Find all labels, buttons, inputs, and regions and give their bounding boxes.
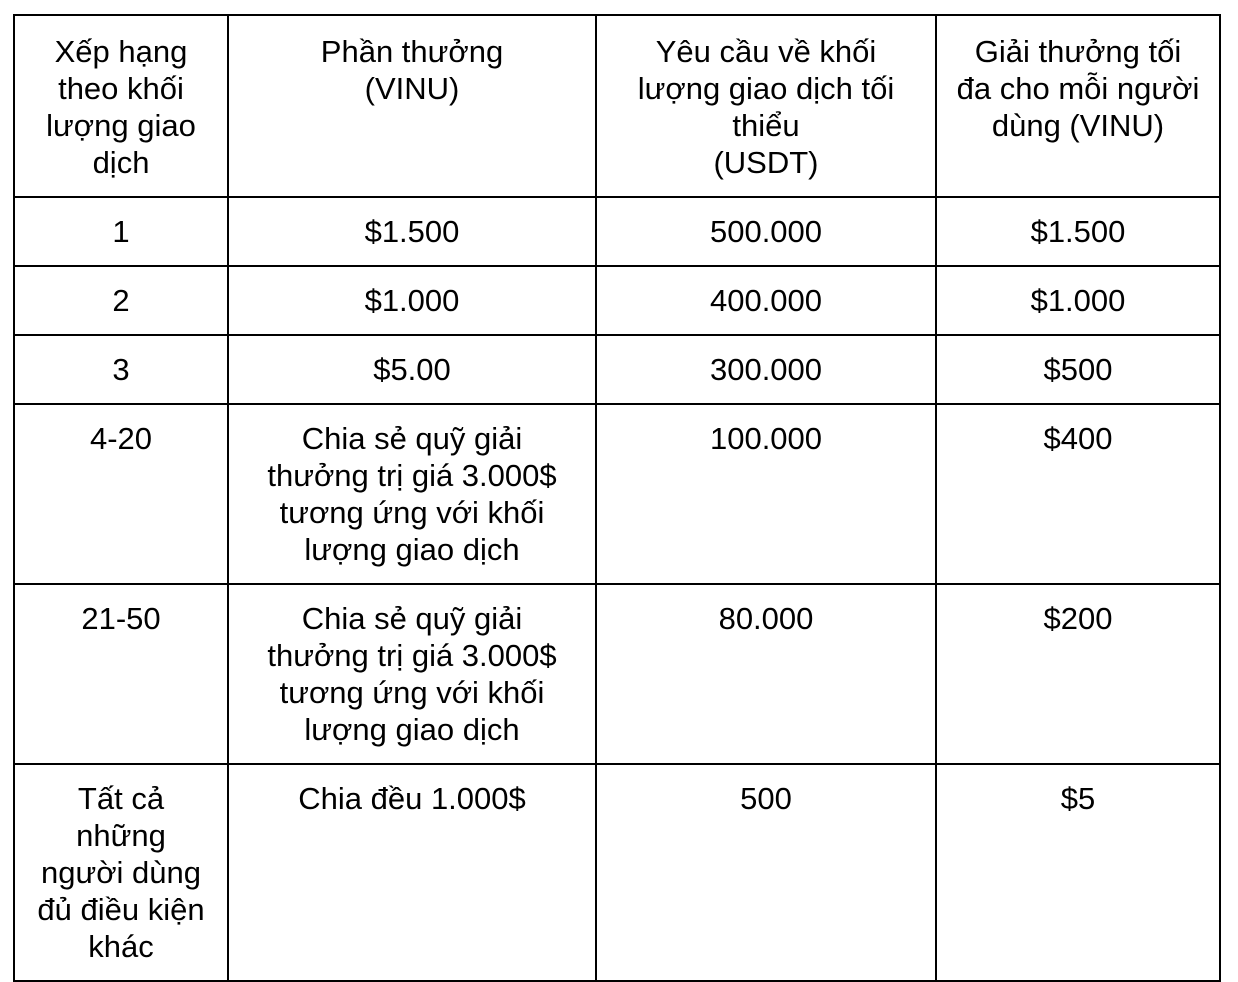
cell-rank: 2 [14, 266, 228, 335]
cell-reward: $5.00 [228, 335, 596, 404]
table-row [14, 197, 1220, 266]
cell-rank: 1 [14, 197, 228, 266]
cell-max-prize: $200 [936, 584, 1220, 764]
cell-max-prize: $1.000 [936, 266, 1220, 335]
cell-min-volume: 100.000 [596, 404, 936, 584]
cell-min-volume: 300.000 [596, 335, 936, 404]
cell-rank: 21-50 [14, 584, 228, 764]
table-row [14, 335, 1220, 404]
cell-reward: $1.500 [228, 197, 596, 266]
cell-min-volume: 80.000 [596, 584, 936, 764]
table-row [14, 584, 1220, 764]
cell-rank: Tất cả những người dùng đủ điều kiện khác [14, 764, 228, 981]
cell-reward: $1.000 [228, 266, 596, 335]
cell-reward: Chia sẻ quỹ giải thưởng trị giá 3.000$ tương ứng với khối lượng giao dịch [228, 584, 596, 764]
cell-max-prize: $400 [936, 404, 1220, 584]
cell-min-volume: 400.000 [596, 266, 936, 335]
cell-min-volume: 500 [596, 764, 936, 981]
cell-max-prize: $1.500 [936, 197, 1220, 266]
rewards-table [13, 14, 1221, 982]
cell-rank: 4-20 [14, 404, 228, 584]
table-row [14, 404, 1220, 584]
cell-max-prize: $5 [936, 764, 1220, 981]
header-min-volume: Yêu cầu về khối lượng giao dịch tối thiểu (USDT) [596, 15, 936, 197]
cell-min-volume: 500.000 [596, 197, 936, 266]
header-reward: Phần thưởng (VINU) [228, 15, 596, 197]
table-row [14, 266, 1220, 335]
cell-max-prize: $500 [936, 335, 1220, 404]
cell-reward: Chia đều 1.000$ [228, 764, 596, 981]
table-body [14, 197, 1220, 981]
header-row [14, 15, 1220, 197]
table-header [14, 15, 1220, 197]
header-max-prize: Giải thưởng tối đa cho mỗi người dùng (VINU) [936, 15, 1220, 197]
cell-reward: Chia sẻ quỹ giải thưởng trị giá 3.000$ tương ứng với khối lượng giao dịch [228, 404, 596, 584]
cell-rank: 3 [14, 335, 228, 404]
header-rank: Xếp hạng theo khối lượng giao dịch [14, 15, 228, 197]
table-row [14, 764, 1220, 981]
